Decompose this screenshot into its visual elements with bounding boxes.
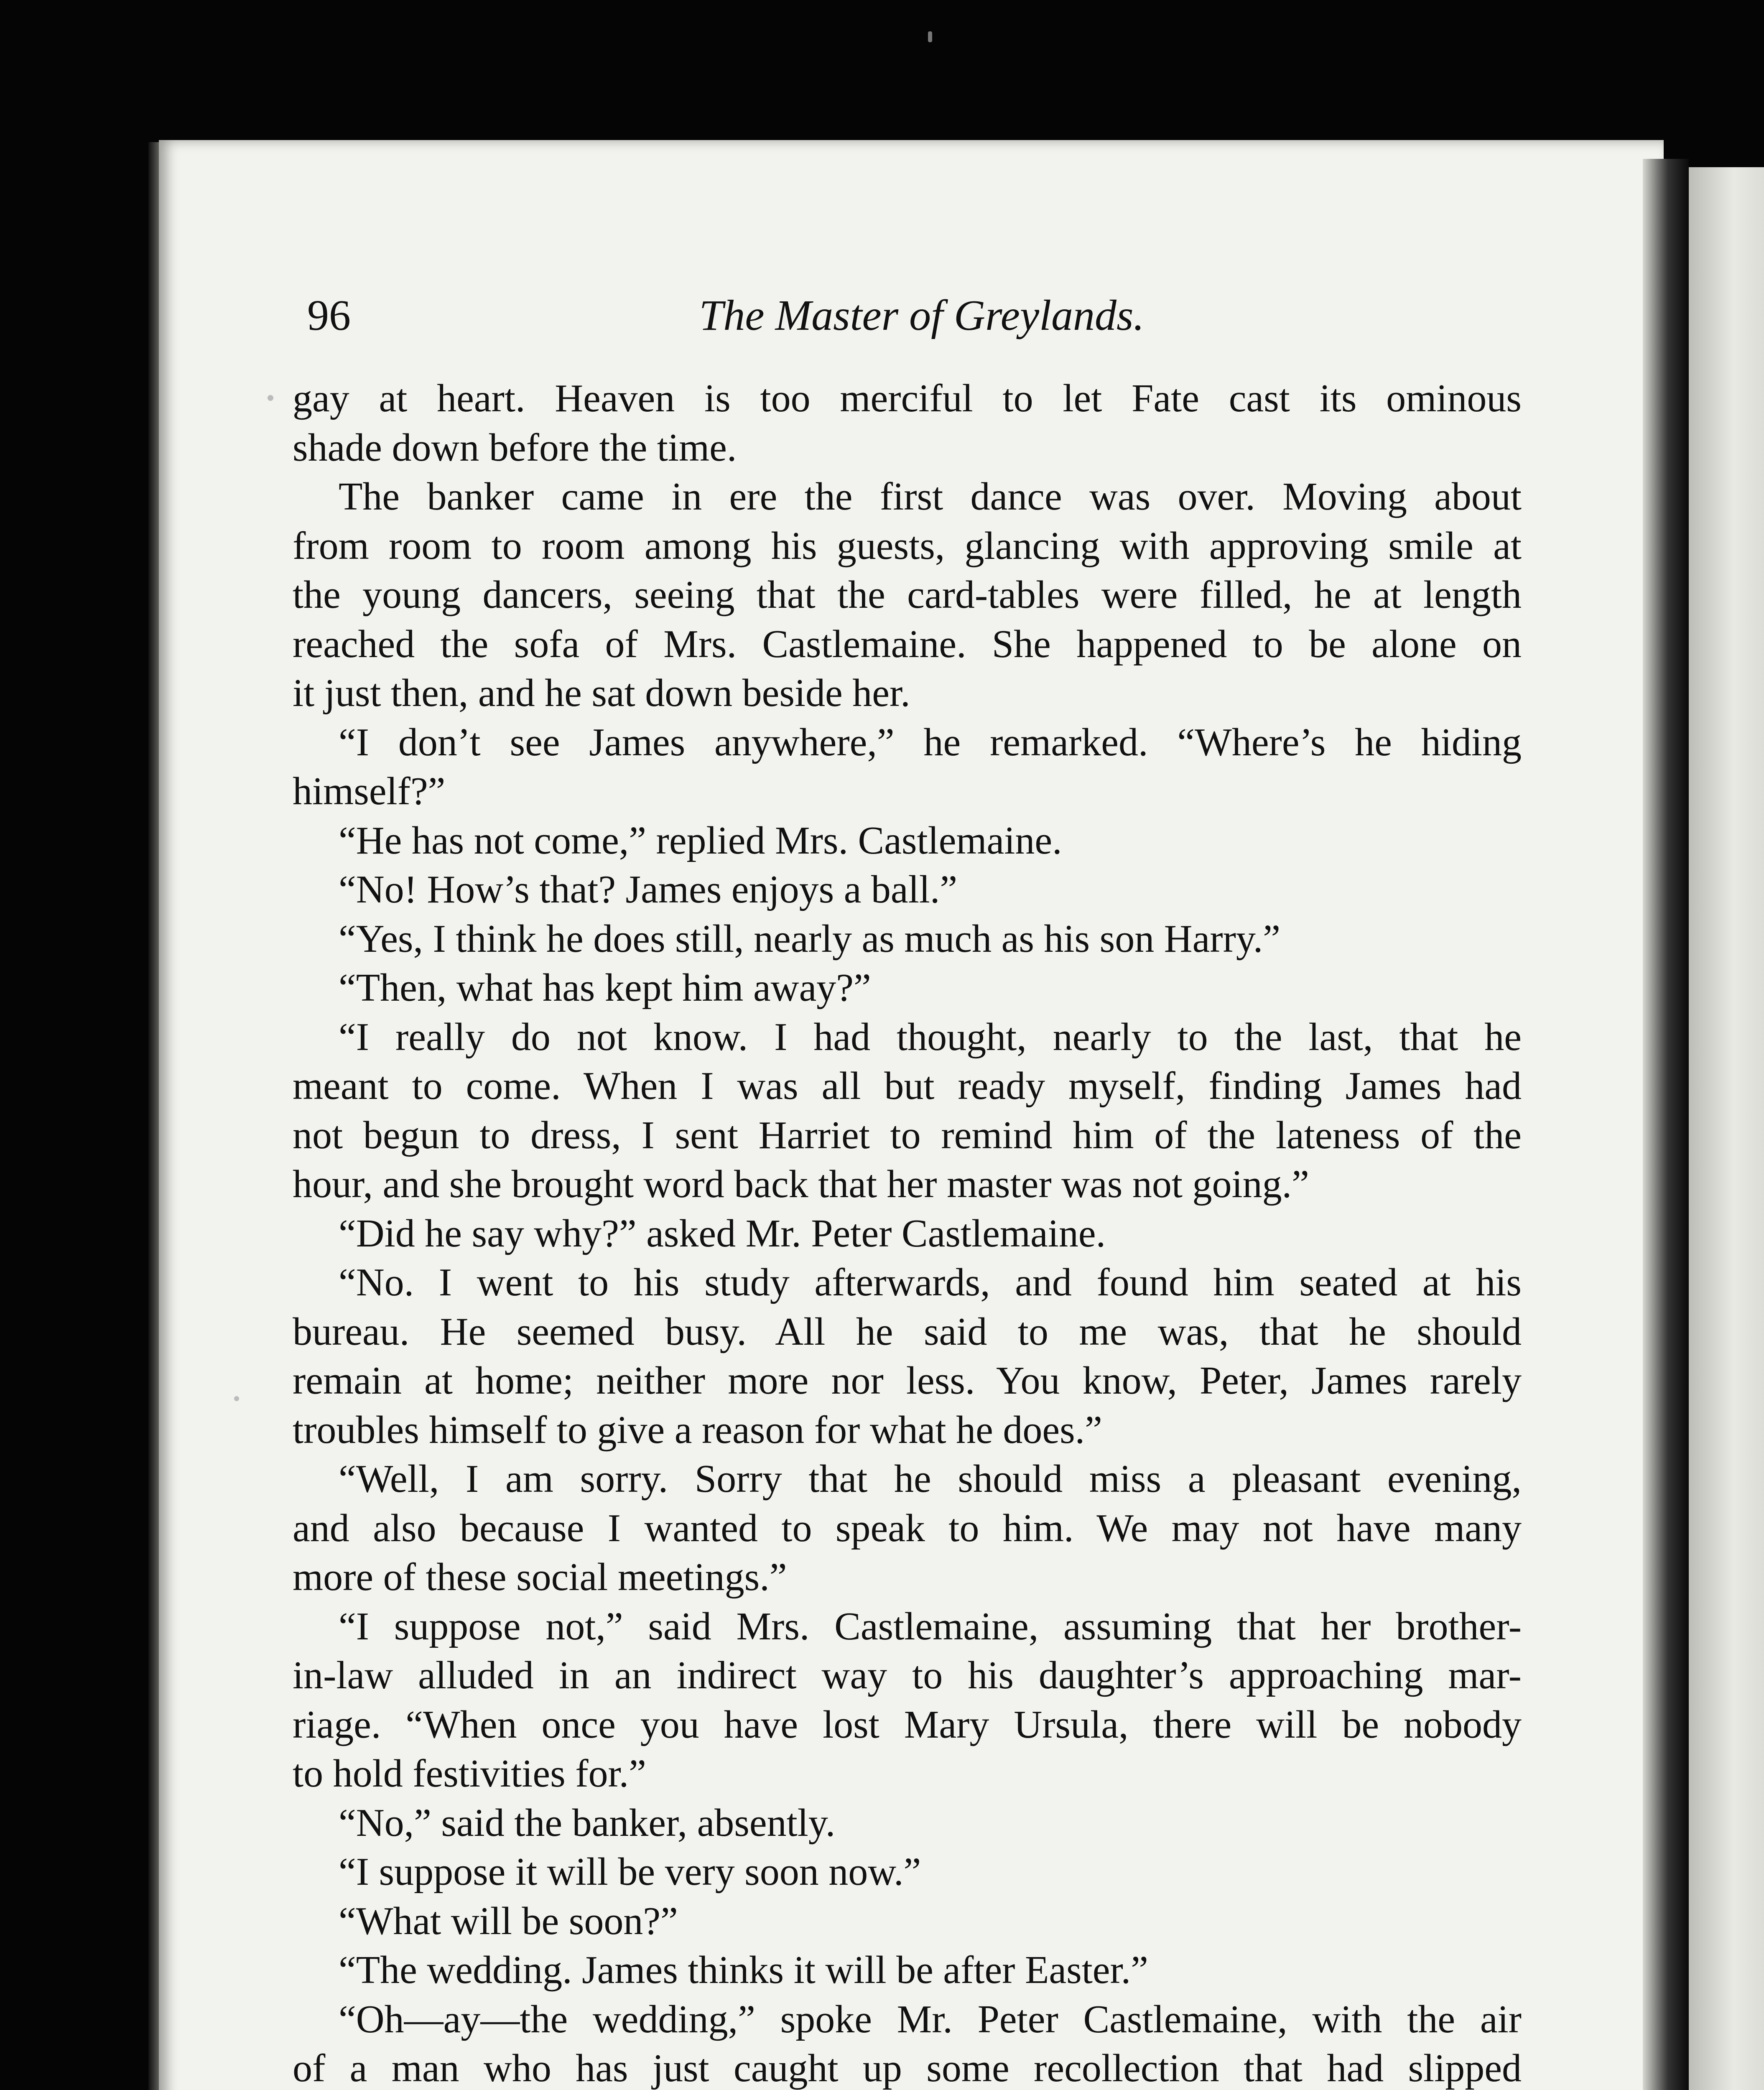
text-line: more of these social meetings.” xyxy=(293,1555,787,1599)
scan-speck xyxy=(928,31,932,42)
text-line: “The wedding. James thinks it will be after Easter.” xyxy=(339,1948,1148,1992)
page-header xyxy=(307,291,1536,357)
page-edge-shadow xyxy=(1643,159,1689,2090)
text-line: gay at heart. Heaven is too merciful to let Fate cast its ominous xyxy=(293,377,1522,420)
text-line: “I really do not know. I had thought, nearly to the last, that he xyxy=(339,1015,1522,1059)
text-line: riage. “When once you have lost Mary Ursula, there will be nobody xyxy=(293,1703,1522,1746)
text-line: the young dancers, seeing that the card-tables were filled, he at length xyxy=(293,573,1522,617)
text-line: it just then, and he sat down beside her. xyxy=(293,671,910,715)
text-line: to hold festivities for.” xyxy=(293,1752,646,1795)
text-line: “I suppose it will be very soon now.” xyxy=(339,1850,921,1894)
text-line: “Then, what has kept him away?” xyxy=(339,966,871,1009)
text-line: remain at home; neither more nor less. You know, Peter, James rarely xyxy=(293,1359,1522,1402)
text-line: “He has not come,” replied Mrs. Castlemaine. xyxy=(339,818,1062,862)
running-title: The Master of Greylands. xyxy=(699,291,1145,339)
text-line: bureau. He seemed busy. All he said to me was, that he should xyxy=(293,1310,1522,1353)
text-line: “What will be soon?” xyxy=(339,1899,678,1943)
text-line: from room to room among his guests, glancing with approving smile at xyxy=(293,524,1522,568)
text-line: himself?” xyxy=(293,770,446,813)
text-line: “Oh—ay—the wedding,” spoke Mr. Peter Castlemaine, with the air xyxy=(339,1997,1522,2041)
text-line: “I suppose not,” said Mrs. Castlemaine, assuming that her brother- xyxy=(339,1604,1522,1648)
text-line: “I don’t see James anywhere,” he remarked. “Where’s he hiding xyxy=(339,720,1522,764)
text-line: troubles himself to give a reason for what he does.” xyxy=(293,1408,1102,1452)
text-line: “No. I went to his study afterwards, and found him seated at his xyxy=(339,1261,1522,1304)
text-line: “No,” said the banker, absently. xyxy=(339,1801,836,1845)
text-line: reached the sofa of Mrs. Castlemaine. She happened to be alone on xyxy=(293,622,1522,666)
text-line: in-law alluded in an indirect way to his daughter’s approaching mar- xyxy=(293,1654,1522,1697)
text-line: “No! How’s that? James enjoys a ball.” xyxy=(339,868,958,911)
body-text xyxy=(293,374,1522,2090)
text-line: not begun to dress, I sent Harriet to remind him of the lateness of the xyxy=(293,1113,1522,1157)
text-line: of a man who has just caught up some recollection that had slipped xyxy=(293,2047,1522,2090)
text-line: hour, and she brought word back that her master was not going.” xyxy=(293,1162,1309,1206)
page-number: 96 xyxy=(307,291,351,339)
scan-speck xyxy=(234,1396,239,1401)
text-line: The banker came in ere the first dance was over. Moving about xyxy=(339,475,1522,518)
text-line: and also because I wanted to speak to him. We may not have many xyxy=(293,1506,1522,1550)
text-line: shade down before the time. xyxy=(293,426,737,469)
text-line: “Yes, I think he does still, nearly as much as his son Harry.” xyxy=(339,917,1281,961)
text-line: meant to come. When I was all but ready myself, finding James had xyxy=(293,1064,1522,1108)
adjacent-page-edge xyxy=(1689,167,1764,2090)
text-line: “Did he say why?” asked Mr. Peter Castlemaine. xyxy=(339,1211,1106,1255)
text-line: “Well, I am sorry. Sorry that he should miss a pleasant evening, xyxy=(339,1457,1522,1501)
scan-speck xyxy=(268,395,273,401)
